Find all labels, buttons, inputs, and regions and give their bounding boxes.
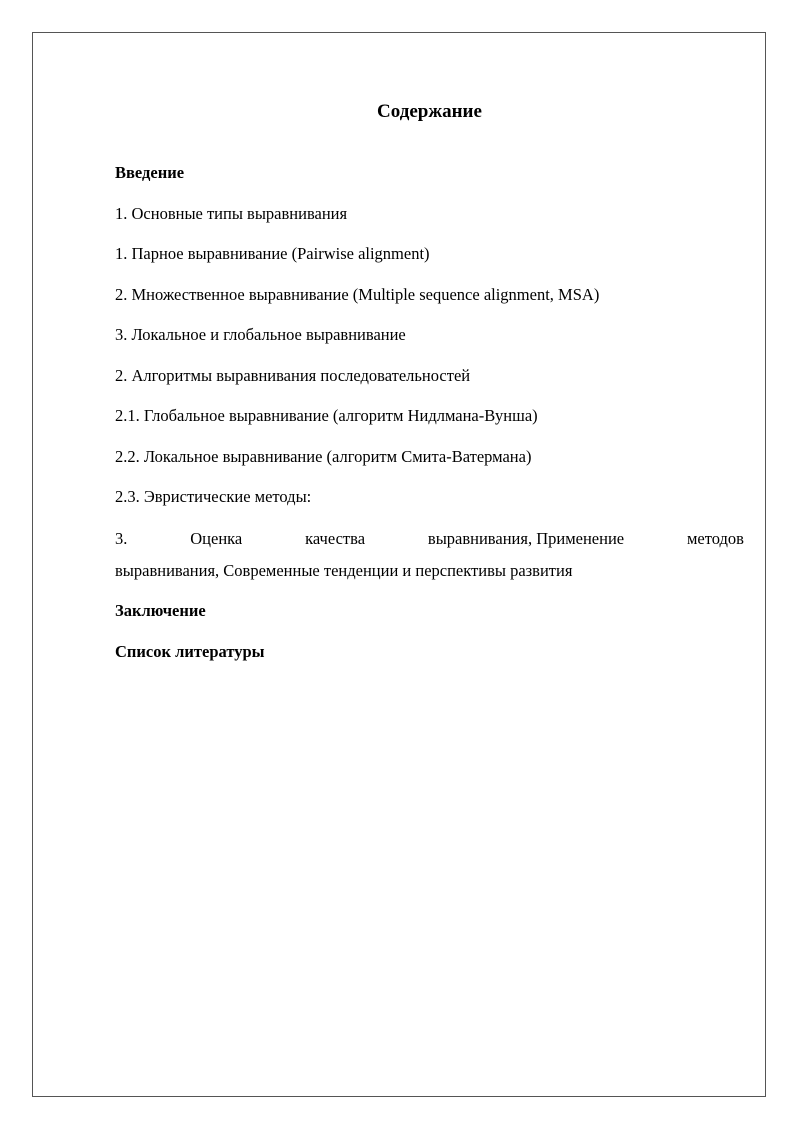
toc-entry-3-line-2: выравнивания, Современные тенденции и перспективы развития: [115, 561, 573, 580]
toc-entry-2-1: 2.1. Глобальное выравнивание (алгоритм Нидлмана-Вунша): [115, 406, 538, 425]
toc-entry-1-2: 2. Множественное выравнивание (Multiple sequence alignment, MSA): [115, 285, 600, 304]
toc-entry-references: Список литературы: [115, 642, 265, 661]
toc-entry-3-word: 3.: [115, 529, 128, 548]
toc-entry-3-word: выравнивания, Применение: [427, 529, 625, 548]
toc-entry-3-word: Оценка: [190, 529, 243, 548]
page-title: Содержание: [377, 101, 482, 122]
toc-entry-2-2: 2.2. Локальное выравнивание (алгоритм Смита-Ватермана): [115, 447, 532, 466]
toc-entry-3-line-1: [115, 527, 744, 551]
toc-entry-1-3: 3. Локальное и глобальное выравнивание: [115, 325, 406, 344]
toc-entry-2-3: 2.3. Эвристические методы:: [115, 487, 312, 506]
toc-entry-2: 2. Алгоритмы выравнивания последовательностей: [115, 366, 471, 385]
toc-entry-3-word: качества: [305, 529, 366, 548]
document-page: [32, 32, 766, 1097]
toc-entry-1: 1. Основные типы выравнивания: [115, 204, 348, 223]
toc-entry-3-word: методов: [686, 529, 744, 548]
toc-entry-1-1: 1. Парное выравнивание (Pairwise alignment): [115, 244, 430, 263]
toc-entry-intro: Введение: [115, 163, 185, 182]
toc-entry-conclusion: Заключение: [115, 601, 206, 620]
